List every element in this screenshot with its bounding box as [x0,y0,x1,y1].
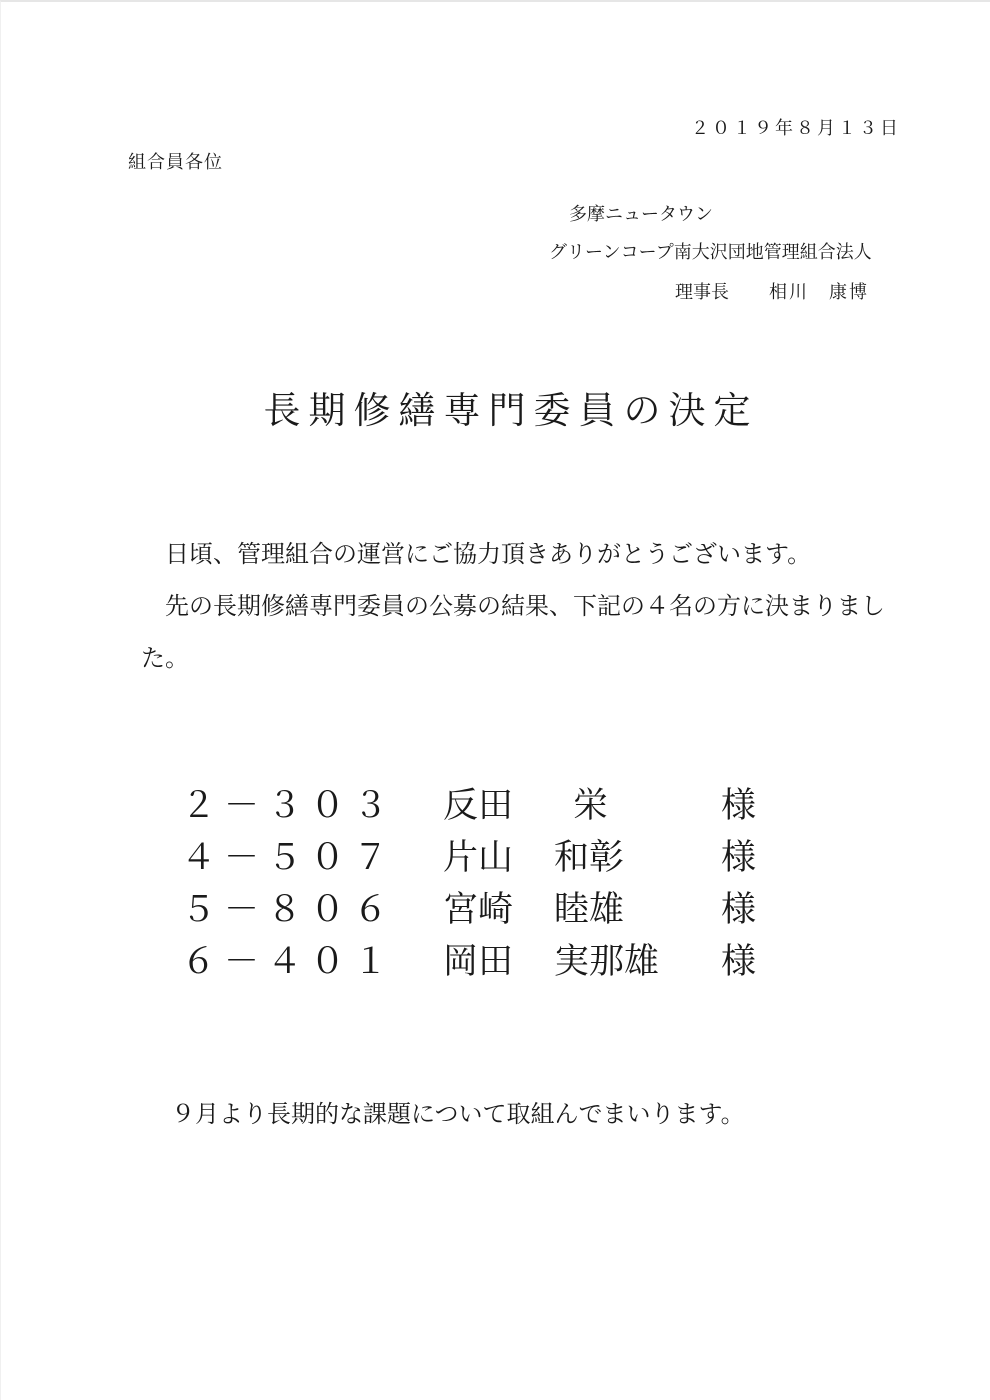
member-honorific: 様 [721,838,757,878]
body-paragraph-2: 先の長期修繕専門委員の公募の結果、下記の４名の方に決まりました。 [141,592,885,672]
member-list [181,778,781,986]
member-honorific: 様 [721,942,757,982]
member-surname: 片山 [443,838,514,878]
member-unit: ５－８０６ [181,890,397,930]
sender-signatory [675,278,869,304]
body-text [141,528,901,684]
addressee: 組合員各位 [128,152,223,173]
closing-text: ９月より長期的な課題について取組んでまいります。 [171,1100,745,1128]
member-unit: ２－３０３ [181,786,397,826]
member-given-name: 和彰 [554,838,625,878]
member-row [181,830,781,882]
member-unit: ４－５０７ [181,838,397,878]
document-date: ２０１９年８月１３日 [691,118,901,139]
member-surname: 反田 [443,786,514,826]
member-unit: ６－４０１ [181,942,397,982]
sender-name: 相川 康博 [769,282,869,303]
document-title: 長期修繕専門委員の決定 [263,389,759,432]
member-given-name: 睦雄 [554,890,625,930]
member-surname: 宮崎 [443,890,514,930]
sender-area: 多摩ニュータウン [569,204,713,225]
member-given-name: 栄 [573,786,609,826]
member-row [181,778,781,830]
sender-organization: グリーンコープ南大沢団地管理組合法人 [549,242,872,263]
member-honorific: 様 [721,786,757,826]
member-honorific: 様 [721,890,757,930]
body-paragraph-1: 日頃、管理組合の運営にご協力頂きありがとうございます。 [165,540,812,568]
member-given-name: 実那雄 [554,942,660,982]
member-row [181,882,781,934]
member-surname: 岡田 [443,942,514,982]
member-row [181,934,781,986]
sender-role: 理事長 [675,282,729,303]
